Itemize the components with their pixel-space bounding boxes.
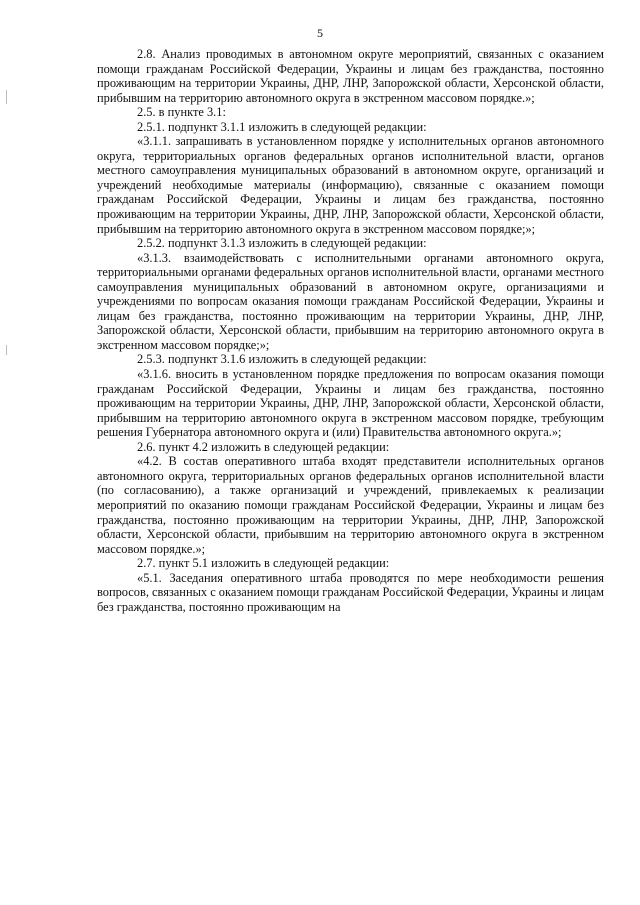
paragraph-2-8: 2.8. Анализ проводимых в автономном округе мероприятий, связанных с оказанием помощи гражданам Российской Федерации, Украины и лицам без гражданства, постоянно проживающим на территории Украины, ДНР, ЛНР, Запорожской области, Херсонской области, прибывшим на территорию автономного округа в экстренном массовом порядке.»; xyxy=(97,47,604,105)
scan-edge-mark xyxy=(6,90,7,104)
paragraph-3-1-6: «3.1.6. вносить в установленном порядке предложения по вопросам оказания помощи гражданам Российской Федерации, Украины и лицам без гражданства, постоянно проживающим на территории Украины, ДНР, ЛНР, Запорожской области, Херсонской области, прибывшим на территорию автономного округа в экстренном массовом порядке, требующим решения Губернатора автономного округа и (или) Правительства автономного округа.»; xyxy=(97,367,604,440)
paragraph-2-5-3: 2.5.3. подпункт 3.1.6 изложить в следующей редакции: xyxy=(137,352,427,367)
paragraph-3-1-3: «3.1.3. взаимодействовать с исполнительными органами автономного округа, территориальными органами федеральных органов исполнительной власти, органами местного самоуправления муниципальных образований в автономном округе, организациями и учреждениями по вопросам оказания помощи гражданам Российской Федерации, Украины и лицам без гражданства, постоянно проживающим на территории Украины, ДНР, ЛНР, Запорожской области, Херсонской области, прибывшим на территорию автономного округа в экстренном массовом порядке;»; xyxy=(97,250,604,352)
paragraph-5-1: «5.1. Заседания оперативного штаба проводятся по мере необходимости решения вопросов, связанных с оказанием помощи гражданам Российской Федерации, Украины и лицам без гражданства, постоянно проживающим на xyxy=(97,570,604,614)
paragraph-4-2: «4.2. В состав оперативного штаба входят представители исполнительных органов автономного округа, территориальных органов федеральных органов исполнительной власти (по согласованию), а также организаций и учреждений, привлекаемых к реализации мероприятий по оказанию помощи гражданам Российской Федерации, Украины и лицам без гражданства, постоянно проживающим на территории Украины, ДНР, ЛНР, Запорожской области, Херсонской области, прибывшим на территорию автономного округа в экстренном массовом порядке.»; xyxy=(97,454,604,556)
paragraph-2-5-1: 2.5.1. подпункт 3.1.1 изложить в следующей редакции: xyxy=(137,119,427,134)
paragraph-2-6: 2.6. пункт 4.2 изложить в следующей редакции: xyxy=(137,439,390,454)
paragraph-2-7: 2.7. пункт 5.1 изложить в следующей редакции: xyxy=(137,556,390,571)
paragraph-2-5: 2.5. в пункте 3.1: xyxy=(137,105,226,120)
document-body xyxy=(97,47,604,614)
paragraph-2-5-2: 2.5.2. подпункт 3.1.3 изложить в следующей редакции: xyxy=(137,236,427,251)
paragraph-3-1-1: «3.1.1. запрашивать в установленном порядке у исполнительных органов автономного округа, территориальных органов федеральных органов исполнительной власти, органов местного самоуправления муниципальных образований в автономном округе, организаций и учреждений необходимые материалы (информацию), связанные с оказанием помощи гражданам Российской Федерации, Украины и лицам без гражданства, постоянно проживающим на территории Украины, ДНР, ЛНР, Запорожской области, Херсонской области, прибывшим на территорию автономного округа в экстренном массовом порядке;»; xyxy=(97,134,604,236)
page-number: 5 xyxy=(317,26,323,40)
scan-edge-mark xyxy=(6,345,7,355)
